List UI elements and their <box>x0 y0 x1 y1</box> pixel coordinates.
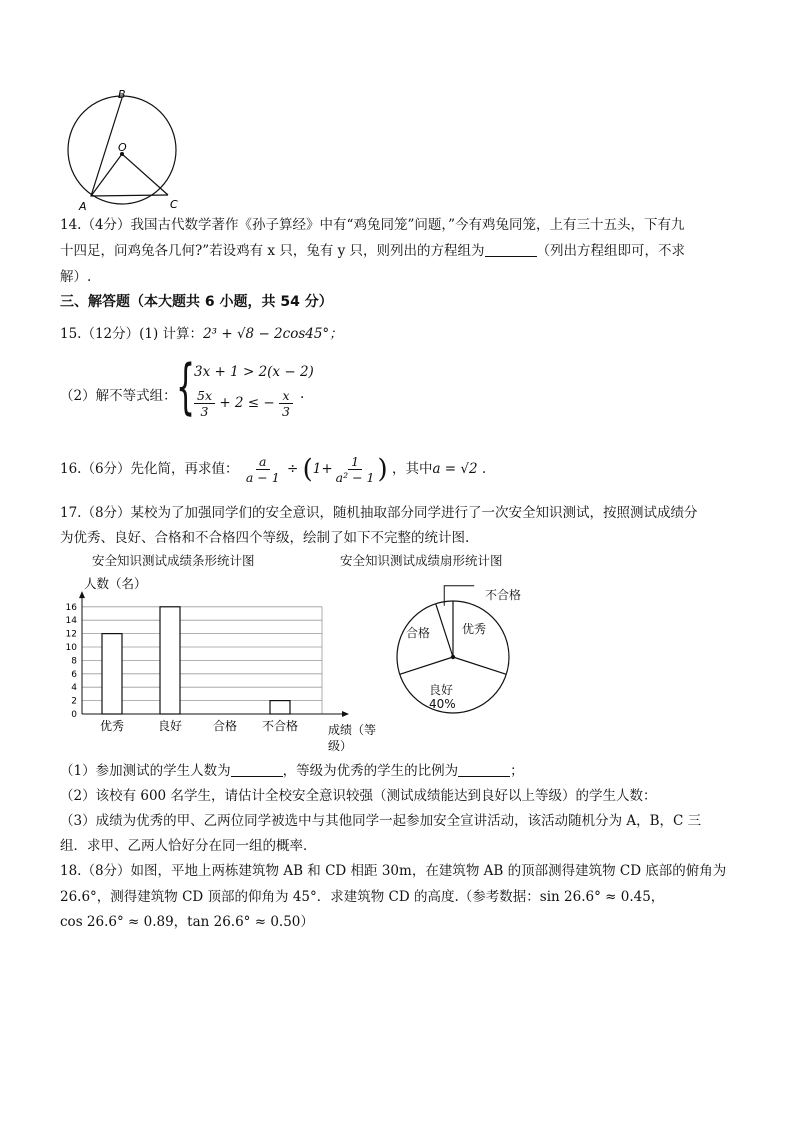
ineq2-left-den: 3 <box>200 404 209 419</box>
q15-part1-label: 15.（12分）(1) 计算： <box>60 326 204 342</box>
y-tick-label: 10 <box>65 643 77 653</box>
q14-line2 <box>60 241 685 261</box>
q14-line2-end: （列出方程组即可，不求 <box>536 243 686 259</box>
q15-end-dot: . <box>300 386 305 402</box>
q16-frac1-den: a − 1 <box>245 470 280 485</box>
x-axis-arrow <box>342 711 349 717</box>
bar-3 <box>270 701 290 714</box>
pie-label-good-pct: 40% <box>429 697 456 711</box>
section-heading: 三、解答题（本大题共 6 小题，共 54 分） <box>60 294 333 310</box>
inequality-2 <box>194 388 293 419</box>
y-tick-label: 4 <box>71 683 77 694</box>
label-a: A <box>79 200 87 213</box>
q17-sub3-line2: 组．求甲、乙两人恰好分在同一组的概率． <box>60 838 317 854</box>
q14-line3: 解）. <box>60 269 92 285</box>
q17-line2: 为优秀、良好、合格和不合格四个等级，绘制了如下不完整的统计图. <box>60 530 470 546</box>
category-label: 不合格 <box>261 719 299 733</box>
q16-f2-pre: 1+ <box>312 461 333 477</box>
ineq2-left-num: 5x <box>194 388 215 404</box>
q16-tail: ，其中 <box>391 461 433 477</box>
pie-label-excellent: 优秀 <box>462 622 487 636</box>
x-axis-label: 成绩（等 <box>328 723 377 737</box>
circle-figure <box>60 88 190 213</box>
y-tick-label: 14 <box>65 616 77 627</box>
pie-chart-title: 安全知识测试成绩扇形统计图 <box>340 553 503 568</box>
bar-0 <box>102 634 122 714</box>
q17-blank-count <box>231 763 283 777</box>
q15-part1 <box>60 324 343 344</box>
q16-frac1-num: a <box>256 454 269 470</box>
q17-sub3-line1: （3）成绩为优秀的甲、乙两位同学被选中与其他同学一起参加安全宣讲活动，该活动随机分为 A，B，C 三 <box>60 813 702 829</box>
q16-frac1 <box>243 454 283 485</box>
q16-lead: 16.（6分）先化简，再求值： <box>60 461 239 477</box>
category-label: 良好 <box>157 719 183 733</box>
inequality-brace: { <box>176 352 196 422</box>
y-tick-label: 12 <box>65 629 77 640</box>
q14-line2-text: 十四足，问鸡兔各几何?”若设鸡有 x 只，兔有 y 只，则列出的方程组为 <box>60 243 485 259</box>
ineq2-right-num: x <box>279 388 292 404</box>
q16-frac2-num: 1 <box>348 454 362 470</box>
bar-chart-title: 安全知识测试成绩条形统计图 <box>92 553 255 568</box>
q16-line <box>60 449 486 490</box>
label-c: C <box>170 198 178 211</box>
q17-sub1-b: ，等级为优秀的学生的比例为 <box>282 763 459 779</box>
y-tick-label: 6 <box>71 669 77 680</box>
x-axis-label-cont: 级） <box>328 739 353 753</box>
q17-sub1-a: （1）参加测试的学生人数为 <box>60 763 231 779</box>
q16-frac2-den: a² − 1 <box>335 470 375 485</box>
q17-line1: 17.（8分）某校为了加强同学们的安全意识，随机抽取部分同学进行了一次安全知识测试，按照测试成绩分 <box>60 505 698 521</box>
ineq2-frac-left <box>194 388 215 419</box>
pie-label-fail: 不合格 <box>485 588 522 602</box>
bar-chart <box>55 572 385 762</box>
pie-center <box>451 655 455 659</box>
q16-paren-open: ( <box>302 454 313 485</box>
q18-line1: 18.（8分）如图，平地上两栋建筑物 AB 和 CD 相距 30m，在建筑物 AB 的顶部测得建筑物 CD 底部的俯角为 <box>60 863 727 879</box>
q14-line1: 14.（4分）我国古代数学著作《孙子算经》中有“鸡兔同笼”问题，”今有鸡兔同笼，上有三十五头，下有九 <box>60 217 685 233</box>
q17-sub2: （2）该校有 600 名学生，请估计全校安全意识较强（测试成绩能达到良好以上等级）的学生人数： <box>60 788 657 804</box>
ineq2-frac-right <box>279 388 293 419</box>
y-tick-label: 0 <box>71 710 77 720</box>
inequality-1: 3x + 1 > 2(x − 2) <box>194 364 314 380</box>
ineq2-mid: + 2 ≤ − <box>219 395 275 411</box>
q17-sub1-c: ； <box>510 763 524 779</box>
y-axis-arrow <box>79 591 85 598</box>
q15-part2-label: （2）解不等式组： <box>60 388 177 404</box>
bar-1 <box>160 607 180 714</box>
category-label: 优秀 <box>99 719 125 733</box>
label-o: O <box>118 141 127 154</box>
q16-op: ÷ <box>286 461 299 477</box>
q18-line2: 26.6°，测得建筑物 CD 顶部的仰角为 45°．求建筑物 CD 的高度.（参考数据：sin 26.6° ≈ 0.45， <box>60 889 665 905</box>
pie-label-pass: 合格 <box>406 626 431 640</box>
y-tick-label: 2 <box>71 696 77 707</box>
y-tick-label: 16 <box>65 602 77 613</box>
q16-cond: a = √2 . <box>432 461 487 477</box>
q18-line3: cos 26.6° ≈ 0.89，tan 26.6° ≈ 0.50） <box>60 914 314 930</box>
q14-answer-blank <box>485 243 537 257</box>
label-b: B <box>118 88 126 101</box>
q17-sub1 <box>60 761 524 781</box>
q17-blank-ratio <box>458 763 510 777</box>
q16-frac2 <box>333 454 378 485</box>
y-axis-label: 人数（名） <box>84 576 147 591</box>
category-label: 合格 <box>212 719 238 733</box>
q15-part1-expr: 2³ + √8 − 2cos45°； <box>203 326 343 342</box>
pie-label-good: 良好 <box>429 683 454 697</box>
ineq2-right-den: 3 <box>282 404 290 419</box>
y-tick-label: 8 <box>71 656 77 667</box>
q16-paren-close: ) <box>377 454 388 485</box>
